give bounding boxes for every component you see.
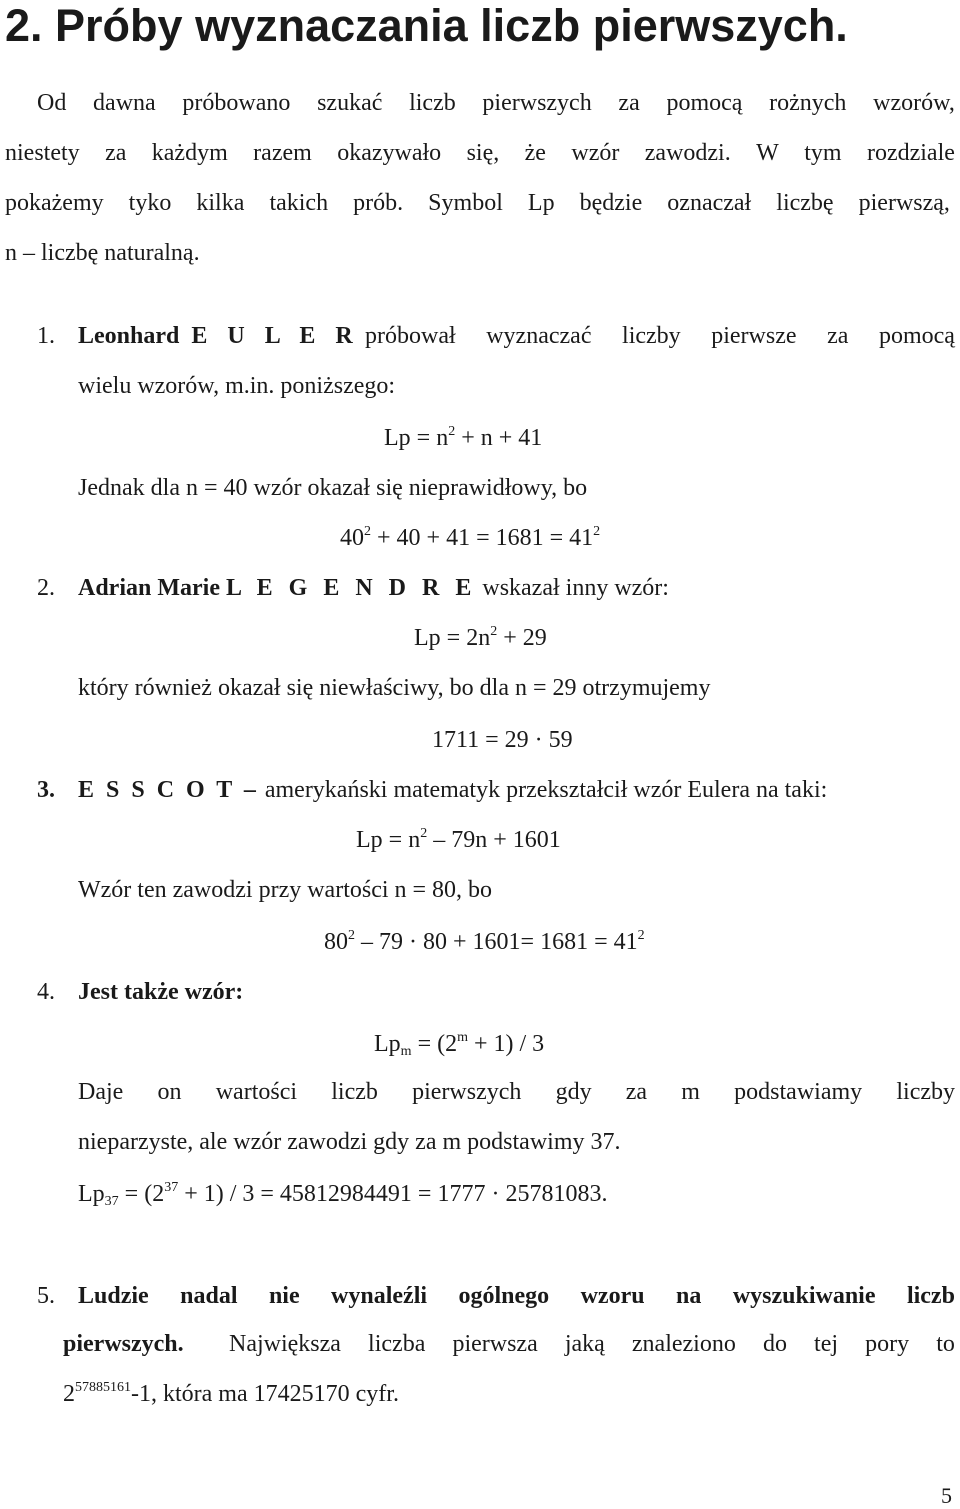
- item3-number: [37, 775, 55, 805]
- item3-rest: amerykański matematyk przekształcił wzór Eulera na taki:: [258, 777, 828, 803]
- word: liczb: [906, 1283, 955, 1309]
- word: W: [756, 140, 779, 166]
- word: każdym: [151, 140, 228, 166]
- legendre-formula-exponent: 2: [490, 624, 498, 639]
- word: pierwsze: [711, 323, 797, 349]
- item2-number: 2.: [37, 575, 55, 601]
- word: liczby: [622, 323, 681, 349]
- intro-line-4: n – liczbę naturalną.: [5, 240, 200, 266]
- word: zawodzi.: [644, 140, 731, 166]
- item3-text2: Wzór ten zawodzi przy wartości n = 80, bo: [78, 877, 493, 903]
- multiplication-dot: ·: [534, 727, 543, 753]
- word: wzór: [571, 140, 620, 166]
- word: Ludzie: [78, 1283, 149, 1309]
- word: liczb: [409, 90, 456, 116]
- word: to: [936, 1331, 955, 1357]
- word: za: [827, 323, 849, 349]
- example-exponent: 37: [164, 1180, 179, 1195]
- formula-part: Lp: [374, 1031, 401, 1057]
- item5-line1: [78, 1281, 955, 1311]
- word: rozdziale: [866, 140, 955, 166]
- item2-author-name: Adrian Marie: [78, 575, 220, 601]
- word: za: [625, 1079, 648, 1105]
- word: pomocą: [666, 90, 743, 116]
- item4-number: 4.: [37, 979, 55, 1005]
- word: będzie: [579, 190, 643, 216]
- formula-part: = (2: [411, 1031, 458, 1057]
- item4-example: [78, 1179, 607, 1209]
- esscot-formula-part: – 79n + 1601: [427, 827, 561, 853]
- item5-line2: [63, 1329, 955, 1359]
- word: okazywało: [337, 140, 442, 166]
- item3-author-name: E S S C O T –: [78, 777, 259, 803]
- esscot-counterexample-exponent: 2: [348, 928, 355, 943]
- word: jaką: [564, 1331, 605, 1357]
- word: wyznaczać: [486, 323, 592, 349]
- word: Największa: [229, 1331, 341, 1357]
- word: próbował: [365, 323, 456, 349]
- item5-number: 5.: [37, 1283, 55, 1309]
- item5-bold-word: pierwszych.: [63, 1331, 184, 1357]
- item4-line2: nieparzyste, ale wzór zawodzi gdy za m podstawimy 37.: [78, 1129, 621, 1155]
- esscot-formula-part: Lp = n: [356, 827, 421, 853]
- largest-prime-base: 2: [63, 1381, 75, 1407]
- word: szukać: [317, 90, 383, 116]
- multiplication-dot: ·: [491, 1181, 500, 1207]
- item1-text2: Jednak dla n = 40 wzór okazał się nieprawidłowy, bo: [78, 475, 588, 501]
- item2-heading: [78, 573, 669, 603]
- esscot-formula-exponent: 2: [420, 826, 428, 841]
- euler-counterexample-part: + 40 + 41 = 1681 = 41: [371, 525, 594, 551]
- word: wynaleźli: [331, 1283, 428, 1309]
- word: takich: [269, 190, 329, 216]
- item4-title: [78, 977, 243, 1007]
- word: pierwsza: [452, 1331, 538, 1357]
- word: ogólnego: [458, 1283, 550, 1309]
- euler-counterexample-exponent: 2: [364, 524, 371, 539]
- word: wyszukiwanie: [732, 1283, 876, 1309]
- euler-counterexample-exponent: 2: [593, 524, 601, 539]
- item4-title-text: Jest także wzór:: [78, 979, 244, 1005]
- word: wzorów,: [873, 90, 955, 116]
- page-number: 5: [941, 1483, 952, 1508]
- item2-rest: wskazał inny wzór:: [476, 575, 669, 601]
- euler-formula-part: + n + 41: [455, 425, 543, 451]
- word: próbowano: [182, 90, 291, 116]
- word: znaleziono: [631, 1331, 736, 1357]
- item1-author: [78, 321, 360, 351]
- item4-line1: [78, 1077, 955, 1107]
- word: za: [105, 140, 127, 166]
- item2-text2: który również okazał się niewłaściwy, bo dla n = 29 otrzymujemy: [78, 675, 711, 701]
- word: tej: [814, 1331, 839, 1357]
- word: rożnych: [769, 90, 847, 116]
- item2-author-surname: L E G E N D R E: [225, 575, 477, 601]
- word: za: [618, 90, 640, 116]
- euler-formula-exponent: 2: [448, 424, 456, 439]
- word: wzoru: [580, 1283, 645, 1309]
- word: podstawiamy: [734, 1079, 863, 1105]
- item1-number: 1.: [37, 323, 55, 349]
- formula-subscript: m: [400, 1044, 412, 1059]
- esscot-formula: [356, 825, 561, 855]
- word: pokażemy: [5, 190, 104, 216]
- esscot-counterexample: [324, 927, 645, 957]
- page-heading: 2. Próby wyznaczania liczb pierwszych.: [5, 0, 848, 51]
- word: razem: [253, 140, 312, 166]
- formula-exponent: m: [457, 1030, 468, 1045]
- example-part: + 1) / 3 = 45812984491 = 1777: [178, 1181, 486, 1207]
- legendre-formula-part: Lp = 2n: [414, 625, 491, 651]
- word: niestety: [5, 140, 80, 166]
- word: nadal: [180, 1283, 238, 1309]
- word: liczb: [331, 1079, 378, 1105]
- word: pierwszych: [482, 90, 592, 116]
- example-part: Lp: [78, 1181, 105, 1207]
- legendre-counterexample-part: 1711 = 29: [432, 727, 529, 753]
- euler-counterexample: [340, 523, 600, 553]
- word: wartości: [215, 1079, 298, 1105]
- item3-heading: [78, 775, 827, 805]
- esscot-counterexample-exponent: 2: [637, 928, 645, 943]
- item1-author-name: Leonhard: [78, 323, 180, 349]
- item5-line2-rest: [229, 1329, 955, 1359]
- word: tyko: [128, 190, 172, 216]
- word: pomocą: [878, 323, 955, 349]
- word: się,: [466, 140, 500, 166]
- word: że: [524, 140, 546, 166]
- item5-line3: [63, 1379, 399, 1409]
- word: Daje: [78, 1079, 124, 1105]
- word: prób.: [353, 190, 404, 216]
- word: on: [157, 1079, 182, 1105]
- word: Symbol: [428, 190, 503, 216]
- word: gdy: [555, 1079, 592, 1105]
- item1-line1-rest: [365, 321, 955, 351]
- legendre-formula: [414, 623, 547, 653]
- word: oznaczał: [667, 190, 752, 216]
- largest-prime-rest: -1, która ma 17425170 cyfr.: [131, 1381, 399, 1407]
- word: kilka: [196, 190, 245, 216]
- item1-author-surname: E U L E R: [191, 323, 360, 349]
- multiplication-dot: ·: [409, 929, 417, 955]
- example-part: = (2: [118, 1181, 165, 1207]
- legendre-counterexample-part: 59: [548, 727, 573, 753]
- item1-line2: wielu wzorów, m.in. poniższego:: [78, 373, 396, 399]
- intro-line-1: [37, 88, 955, 118]
- euler-formula: [384, 423, 542, 453]
- item3-number-text: 3.: [37, 777, 55, 803]
- legendre-formula-part: + 29: [497, 625, 547, 651]
- word: liczby: [896, 1079, 955, 1105]
- word: na: [676, 1283, 702, 1309]
- esscot-counterexample-part: – 79: [355, 929, 403, 955]
- word: liczba: [368, 1331, 426, 1357]
- word: dawna: [93, 90, 156, 116]
- word: pory: [865, 1331, 910, 1357]
- word: pierwszych: [412, 1079, 522, 1105]
- intro-line-3: [5, 188, 950, 218]
- esscot-counterexample-part: 80: [324, 929, 348, 955]
- word: nie: [268, 1283, 300, 1309]
- word: Lp: [527, 190, 555, 216]
- example-subscript: 37: [104, 1194, 119, 1209]
- largest-prime-exponent: 57885161: [75, 1380, 131, 1395]
- euler-counterexample-part: 40: [340, 525, 364, 551]
- legendre-counterexample: [432, 725, 573, 755]
- word: pierwszą,: [858, 190, 950, 216]
- word: m: [681, 1079, 700, 1105]
- word: do: [762, 1331, 787, 1357]
- word: Od: [37, 90, 67, 116]
- item1-heading: [78, 321, 955, 351]
- example-part: 25781083.: [505, 1181, 608, 1207]
- word: tym: [804, 140, 842, 166]
- word: liczbę: [776, 190, 834, 216]
- intro-line-2: [5, 138, 955, 168]
- mersenne-like-formula: [374, 1029, 544, 1059]
- formula-part: + 1) / 3: [467, 1031, 545, 1057]
- esscot-counterexample-part: 80 + 1601= 1681 = 41: [423, 929, 638, 955]
- euler-formula-part: Lp = n: [384, 425, 449, 451]
